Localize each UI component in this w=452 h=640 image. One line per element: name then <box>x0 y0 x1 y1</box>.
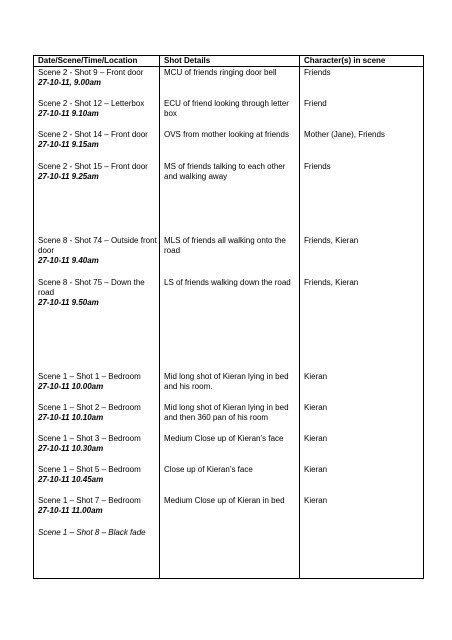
row-date: 27-10-11 9.50am <box>38 298 99 307</box>
row-location: Scene 1 – Shot 3 – Bedroom <box>38 434 141 443</box>
row-location: Scene 2 - Shot 14 – Front door <box>38 130 148 139</box>
header-location: Date/Scene/Time/Location <box>38 56 138 65</box>
row-date: 27-10-11 9.15am <box>38 140 99 149</box>
column-divider <box>299 56 300 578</box>
row-shot-details: MS of friends talking to each other and walking away <box>164 162 286 181</box>
row-date: 27-10-11 9.10am <box>38 109 99 118</box>
row-characters: Friends, Kieran <box>304 236 359 245</box>
shot-list-table <box>33 55 424 579</box>
row-shot-details: OVS from mother looking at friends <box>164 130 289 139</box>
row-date: 27-10-11 11.00am <box>38 506 103 515</box>
row-location: Scene 2 - Shot 9 – Front door <box>38 68 144 77</box>
row-shot-details: Medium Close up of Kieran in bed <box>164 496 285 505</box>
row-characters: Kieran <box>304 465 328 474</box>
row-shot-details: Close up of Kieran’s face <box>164 465 253 474</box>
row-characters: Kieran <box>304 403 328 412</box>
row-characters: Mother (Jane), Friends <box>304 130 385 139</box>
table-header-row <box>34 56 423 67</box>
row-date: 27-10-11 10.00am <box>38 382 104 391</box>
black-fade-note: Scene 1 – Shot 8 – Black fade <box>38 528 146 537</box>
row-shot-details: Medium Close up of Kieran’s face <box>164 434 284 443</box>
header-characters: Character(s) in scene <box>304 56 386 65</box>
row-date: 27-10-11 9.40am <box>38 256 99 265</box>
row-location: Scene 1 – Shot 7 – Bedroom <box>38 496 141 505</box>
row-characters: Friends, Kieran <box>304 278 359 287</box>
row-characters: Kieran <box>304 372 328 381</box>
row-location: Scene 2 - Shot 15 – Front door <box>38 162 148 171</box>
row-shot-details: ECU of friend looking through letter box <box>164 99 289 118</box>
row-shot-details: Mid long shot of Kieran lying in bed and then 360 pan of his room <box>164 403 289 422</box>
row-location: Scene 1 – Shot 5 – Bedroom <box>38 465 141 474</box>
row-characters: Friend <box>304 99 327 108</box>
column-divider <box>159 56 160 578</box>
row-date: 27-10-11 9.25am <box>38 172 99 181</box>
row-shot-details: Mid long shot of Kieran lying in bed and his room. <box>164 372 289 391</box>
row-characters: Friends <box>304 162 331 171</box>
row-shot-details: LS of friends walking down the road <box>164 278 291 287</box>
row-characters: Friends <box>304 68 331 77</box>
row-location: Scene 8 - Shot 75 – Down the road <box>38 278 145 297</box>
row-date: 27-10-11, 9.00am <box>38 78 102 87</box>
row-location: Scene 2 - Shot 12 – Letterbox <box>38 99 145 108</box>
row-characters: Kieran <box>304 496 328 505</box>
row-date: 27-10-11 10.30am <box>38 444 104 453</box>
row-date: 27-10-11 10.45am <box>38 475 104 484</box>
row-characters: Kieran <box>304 434 328 443</box>
row-location: Scene 1 – Shot 1 – Bedroom <box>38 372 141 381</box>
row-location: Scene 8 - Shot 74 – Outside front door <box>38 236 157 255</box>
header-shot-details: Shot Details <box>164 56 211 65</box>
row-date: 27-10-11 10.10am <box>38 413 104 422</box>
row-shot-details: MCU of friends ringing door bell <box>164 68 277 77</box>
row-shot-details: MLS of friends all walking onto the road <box>164 236 286 255</box>
row-location: Scene 1 – Shot 2 – Bedroom <box>38 403 141 412</box>
